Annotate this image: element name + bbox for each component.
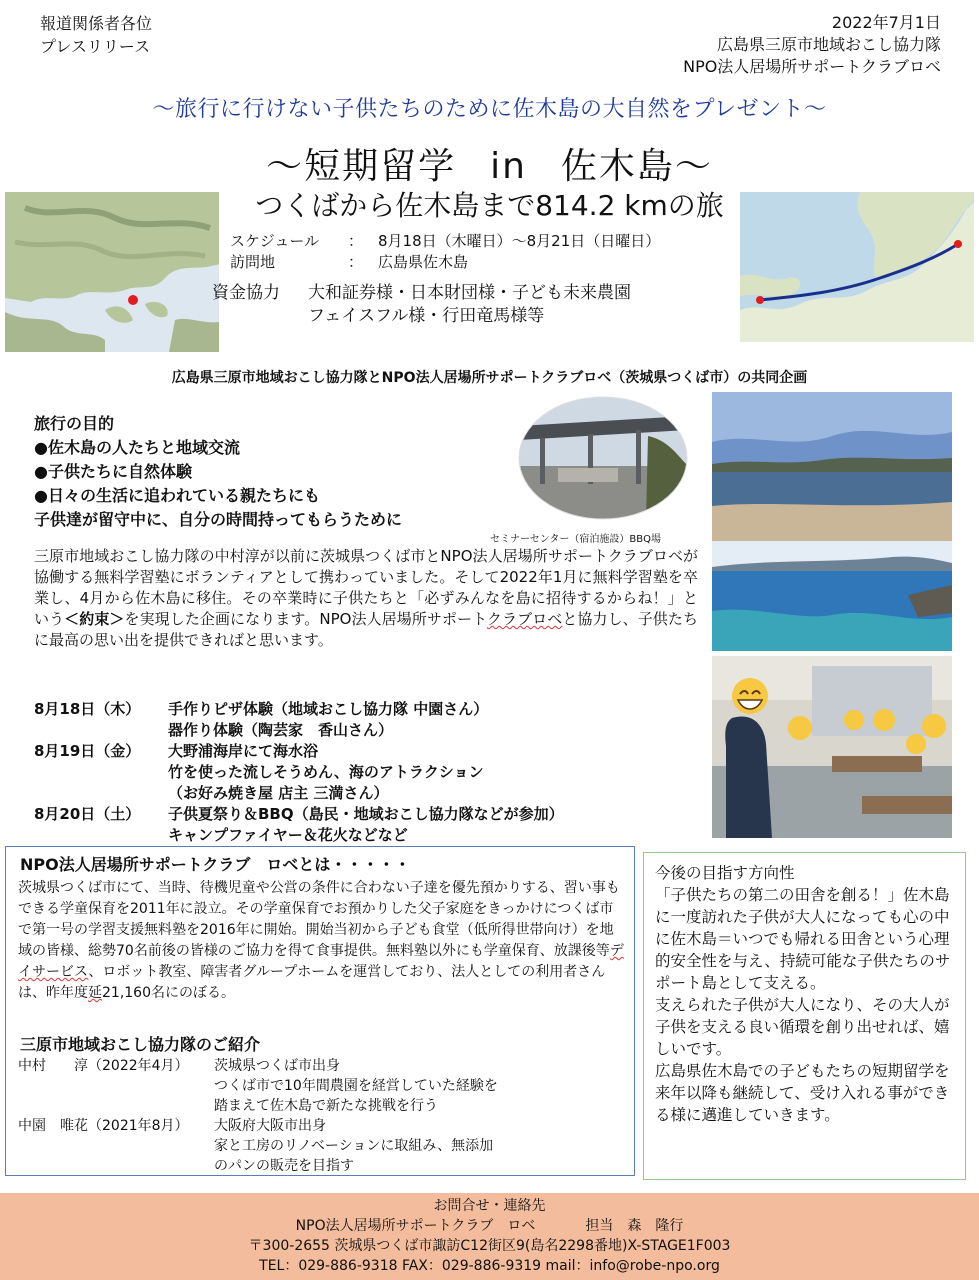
contact-tel-fax-mail[interactable]: TEL：029-886-9318 FAX：029-886-9319 mail：info@robe-npo.org <box>259 1258 720 1274</box>
member-detail: つくば市で10年間農園を経営していた経験を <box>214 1078 498 1094</box>
robe-title: NPO法人居場所サポートクラブ ロベとは・・・・・ <box>20 855 411 874</box>
beach-photo <box>712 392 952 546</box>
event-text: 器作り体験（陶芸家 香山さん） <box>168 721 394 739</box>
release-date: 2022年7月1日 <box>831 13 941 32</box>
funding-line-2: フェイスフル様・行田竜馬様等 <box>308 306 545 326</box>
member-row <box>18 1116 498 1136</box>
title-part-1: 〜短期留学 <box>266 146 457 187</box>
event-text: 子供夏祭り＆BBQ（島民・地域おこし協力隊などが参加） <box>168 805 564 823</box>
seminar-center-photo <box>518 396 688 520</box>
photo-caption: セミナーセンター（宿泊施設）BBQ場 <box>490 534 661 545</box>
sub-title: 〜旅行に行けない子供たちのために佐木島の大自然をプレゼント〜 <box>152 97 827 122</box>
member-detail: のパンの販売を目指す <box>214 1158 354 1174</box>
issuer-org-2: NPO法人居場所サポートクラブロベ <box>683 57 941 76</box>
purpose-item: ●子供たちに自然体験 <box>34 462 192 481</box>
contact-org: NPO法人居場所サポートクラブ ロベ <box>295 1218 536 1234</box>
story-text: と協力し、子供たちに最高の思い出を提供できればと思います。 <box>34 610 698 649</box>
funding-line-1: 大和証券様・日本財団様・子ども未来農園 <box>308 283 631 303</box>
event-date: 8月18日（木） <box>34 700 141 718</box>
event-date: 8月20日（土） <box>34 805 141 823</box>
event-row <box>34 720 564 741</box>
member-name: 中園 唯花（2021年8月） <box>18 1118 189 1134</box>
event-schedule <box>34 699 564 846</box>
event-text: キャンプファイヤー＆花火などなど <box>168 826 408 844</box>
robe-text: 、ロボット教室、障害者グループホームを運営しており、法人としての利用者さんは、昨年度 <box>18 964 606 1001</box>
event-date <box>34 783 168 804</box>
contact-person: 担当 森 隆行 <box>585 1218 684 1234</box>
purpose-item: ●佐木島の人たちと地域交流 <box>34 438 240 457</box>
contact-footer <box>0 1193 979 1280</box>
member-row <box>18 1096 498 1116</box>
event-row <box>34 699 564 720</box>
event-text: （お好み焼き屋 店主 三満さん） <box>168 784 389 802</box>
funding-label: 資金協力 <box>212 283 280 303</box>
route-map-image <box>740 192 974 342</box>
page-title <box>0 138 979 189</box>
schedule-label: スケジュール <box>230 232 320 250</box>
press-header-left <box>40 12 152 58</box>
contact-title: お問合せ・連絡先 <box>433 1198 546 1214</box>
event-row <box>34 804 564 825</box>
direction-paragraph: 支えられた子供が大人になり、その大人が子供を支える良い循環を創り出せれば、嬉しいです。 <box>655 996 950 1058</box>
event-date <box>34 762 168 783</box>
schedule-block <box>230 231 660 273</box>
direction-title: 今後の目指す方向性 <box>655 864 795 882</box>
press-release-label: プレスリリース <box>40 37 151 56</box>
member-row <box>18 1076 498 1096</box>
robe-text: 延 <box>88 985 102 1001</box>
member-row <box>18 1156 498 1176</box>
member-detail: 踏まえて佐木島で新たな挑戦を行う <box>214 1098 438 1114</box>
classroom-photo <box>712 656 952 838</box>
robe-description <box>18 878 626 1004</box>
direction-paragraph: 広島県佐木島での子どもたちの短期留学を来年以降も継続して、受け入れる事ができる様に邁進していきます。 <box>655 1062 950 1124</box>
event-row <box>34 762 564 783</box>
member-row <box>18 1056 498 1076</box>
issuer-org-1: 広島県三原市地域おこし協力隊 <box>716 35 941 54</box>
funding-block <box>212 282 631 328</box>
story-text: 三原市地域おこし協力隊の中村淳が以前に茨城県つくば市とNPO法人居場所サポートクラブロベが協働する無料学習塾にボランティアとして携わっていました。そして2022年1月に無料学習塾を卒業し、4月から佐木島に移住。その卒業時に子供たちと「必ずみんなを島に招待するからね！」という <box>34 547 698 628</box>
contact-address: 〒300-2655 茨城県つくば市諏訪C12街区9(島名2298番地)X-STAGE1F003 <box>248 1238 731 1254</box>
title-part-3: 佐木島〜 <box>560 146 713 187</box>
story-paragraph <box>34 546 698 651</box>
purpose-item: 子供達が留守中に、自分の時間持ってもらうために <box>34 510 403 529</box>
press-recipient: 報道関係者各位 <box>40 14 153 33</box>
sea-photo <box>712 541 952 651</box>
robe-text: 21,160名にのぼる。 <box>102 985 235 1001</box>
event-text: 竹を使った流しそうめん、海のアトラクション <box>168 763 484 781</box>
member-row <box>18 1136 498 1156</box>
place-value: 広島県佐木島 <box>378 253 469 271</box>
trip-purpose <box>34 412 402 532</box>
schedule-colon: ： <box>348 232 364 250</box>
event-text: 手作りピザ体験（地域おこし協力隊 中園さん） <box>168 700 489 718</box>
direction-paragraph: 「子供たちの第二の田舎を創る！」佐木島に一度訪れた子供が大人になっても心の中に佐木島＝いつでも帰れる田舎という心理的安全性を与え、持続可能な子供たちのサポート島として支える。 <box>655 886 951 992</box>
member-detail: 大阪府大阪市出身 <box>214 1118 326 1134</box>
member-detail: 家と工房のリノベーションに取組み、無添加 <box>214 1138 494 1154</box>
joint-project-line: 広島県三原市地域おこし協力隊とNPO法人居場所サポートクラブロベ（茨城県つくば市）の共同企画 <box>171 370 808 386</box>
purpose-title: 旅行の目的 <box>34 414 115 433</box>
robe-text: デイサービス <box>18 943 624 980</box>
story-text: クラブロベ <box>486 610 563 628</box>
event-row <box>34 825 564 846</box>
event-text: 大野浦海岸にて海水浴 <box>168 742 319 760</box>
hiroshima-map-image <box>5 192 219 352</box>
future-direction <box>655 862 955 1126</box>
member-detail: 茨城県つくば市出身 <box>214 1058 340 1074</box>
member-name: 中村 淳（2022年4月） <box>18 1058 189 1074</box>
story-promise: ＜約束＞ <box>64 610 125 628</box>
event-date <box>34 825 168 846</box>
robe-text: 茨城県つくば市にて、当時、待機児童や公営の条件に合わない子達を優先預かりする、習い事もできる学童保育を2011年に設立。その学童保育でお預かりした父子家庭をきっかけにつくば市で第一号の学習支援無料塾を2016年に開始。開始当初から子ども食堂（低所得世帯向け）を地域の皆様、総勢70名前後の皆様のご協力を得て食事提供。無料塾以外にも学童保育、放課後等 <box>18 880 620 959</box>
members-title: 三原市地域おこし協力隊のご紹介 <box>20 1035 261 1054</box>
press-header-right <box>683 12 941 78</box>
event-row <box>34 741 564 762</box>
route-title: つくばから佐木島まで814.2 kmの旅 <box>255 189 724 222</box>
event-row <box>34 783 564 804</box>
place-label: 訪問地 <box>230 253 276 271</box>
members-list <box>18 1056 498 1176</box>
title-part-2: in <box>490 146 527 187</box>
purpose-item: ●日々の生活に追われている親たちにも <box>34 486 320 505</box>
event-date: 8月19日（金） <box>34 742 141 760</box>
story-text: を実現した企画になります。NPO法人居場所サポート <box>124 610 487 628</box>
event-date <box>34 720 168 741</box>
place-colon: ： <box>348 253 364 271</box>
schedule-value: 8月18日（木曜日）〜8月21日（日曜日） <box>378 232 661 250</box>
